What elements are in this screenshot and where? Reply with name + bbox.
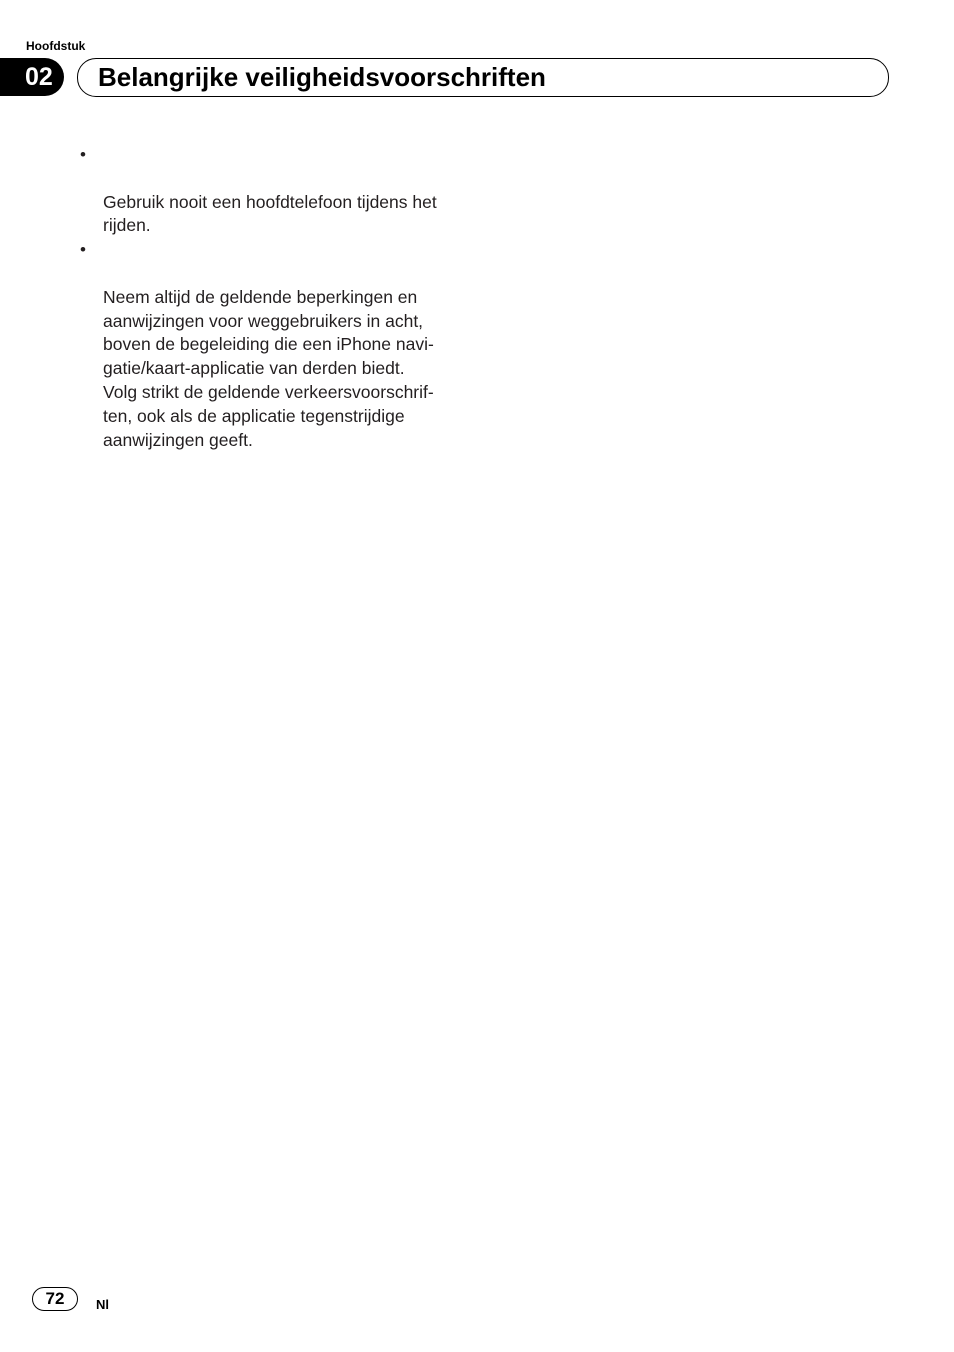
language-code: Nl (96, 1297, 109, 1312)
list-item-text: Neem altijd de geldende beperkingen en aanwijzingen voor weggebruikers in acht, boven de begeleiding die een iPhone navi- gatie/kaart-applicatie van derden biedt. Volg strikt de geldende verkeersvoorschrif- ten, ook als de applicatie tegenstrijdige aanwijzingen geeft. (103, 286, 434, 450)
page-number: 72 (32, 1287, 78, 1311)
chapter-number-tab: 02 (0, 58, 64, 96)
chapter-label: Hoofdstuk (26, 39, 86, 53)
bullet-icon: • (80, 145, 86, 164)
list-item-text: Gebruik nooit een hoofdtelefoon tijdens het rijden. (103, 191, 437, 236)
list-item (76, 238, 476, 452)
bullet-icon: • (80, 240, 86, 260)
safety-bullet-list (76, 143, 476, 452)
page-title: Belangrijke veiligheidsvoorschriften (98, 62, 546, 92)
list-item (76, 143, 476, 238)
